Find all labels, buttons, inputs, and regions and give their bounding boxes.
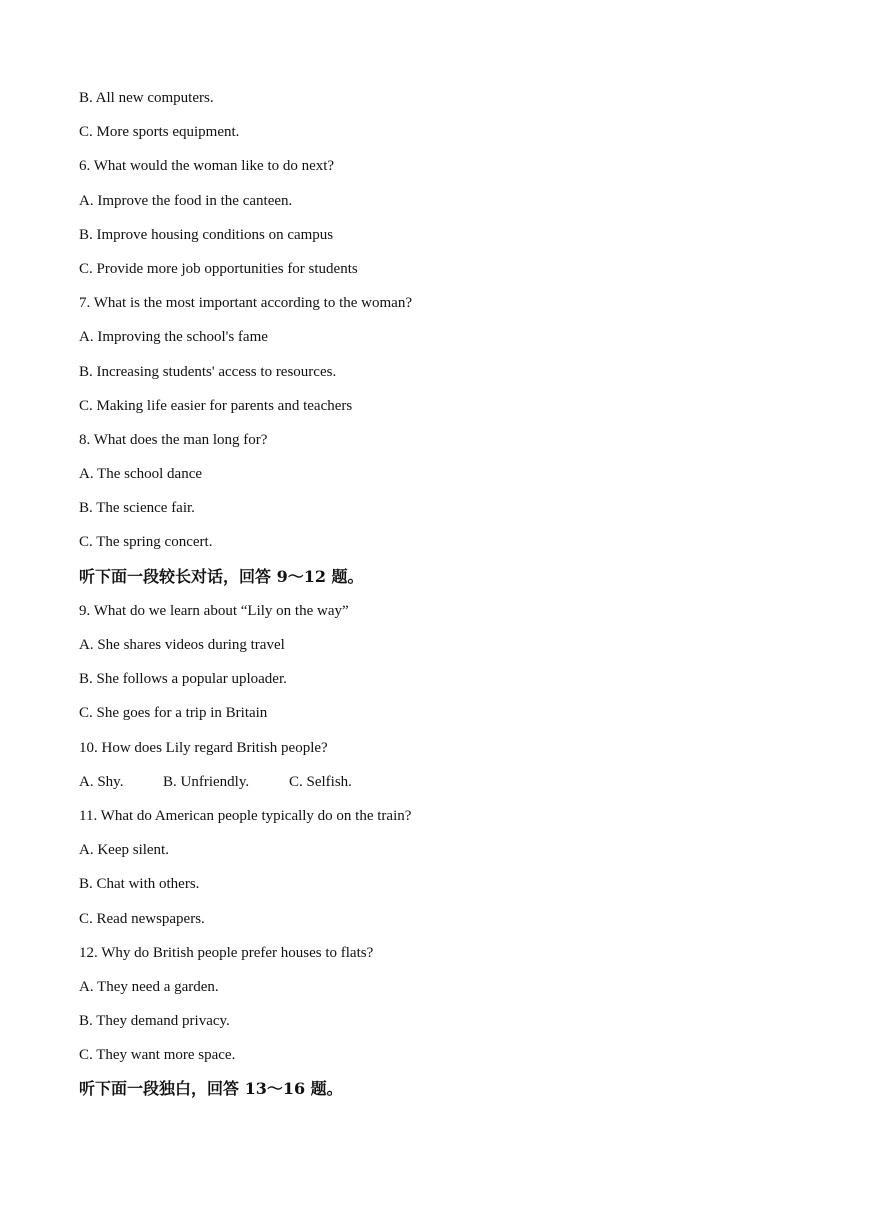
option-line: A. She shares videos during travel <box>79 637 285 653</box>
option-line: C. Making life easier for parents and teachers <box>79 397 353 414</box>
option-line: C. They want more space. <box>79 1047 236 1064</box>
option-a: A. Shy. <box>79 773 124 790</box>
option-line: B. Increasing students' access to resources. <box>79 363 337 380</box>
option-line: B. All new computers. <box>79 90 214 106</box>
option-line: C. She goes for a trip in Britain <box>79 705 268 722</box>
option-line: C. More sports equipment. <box>79 124 240 141</box>
option-line: B. They demand privacy. <box>79 1013 230 1030</box>
question-line: 10. How does Lily regard British people? <box>79 739 328 756</box>
option-line: B. Improve housing conditions on campus <box>79 226 334 243</box>
option-line: A. Improve the food in the canteen. <box>79 192 293 209</box>
q10-options-row <box>79 770 799 804</box>
option-line: A. They need a garden. <box>79 978 219 995</box>
question-line: 6. What would the woman like to do next? <box>79 158 335 175</box>
option-line: B. The science fair. <box>79 500 195 517</box>
option-line: A. Keep silent. <box>79 842 169 859</box>
option-line: B. She follows a popular uploader. <box>79 671 287 688</box>
option-c: C. Selfish. <box>289 773 352 790</box>
question-line: 8. What does the man long for? <box>79 431 268 448</box>
option-line: C. Provide more job opportunities for students <box>79 260 358 277</box>
document-page <box>79 86 799 1112</box>
question-line: 9. What do we learn about “Lily on the way” <box>79 602 349 619</box>
question-line: 7. What is the most important according to the woman? <box>79 295 412 312</box>
section-heading: 听下面一段较长对话，回答 9～12 题。 <box>79 566 364 586</box>
option-line: A. The school dance <box>79 466 203 483</box>
option-line: C. Read newspapers. <box>79 910 205 927</box>
question-line: 11. What do American people typically do on the train? <box>79 807 412 824</box>
option-line: A. Improving the school's fame <box>79 329 268 346</box>
question-line: 12. Why do British people prefer houses to flats? <box>79 944 374 961</box>
option-b: B. Unfriendly. <box>163 773 250 790</box>
section-heading: 听下面一段独白，回答 13～16 题。 <box>79 1079 343 1099</box>
option-line: C. The spring concert. <box>79 534 213 551</box>
option-line: B. Chat with others. <box>79 876 200 893</box>
